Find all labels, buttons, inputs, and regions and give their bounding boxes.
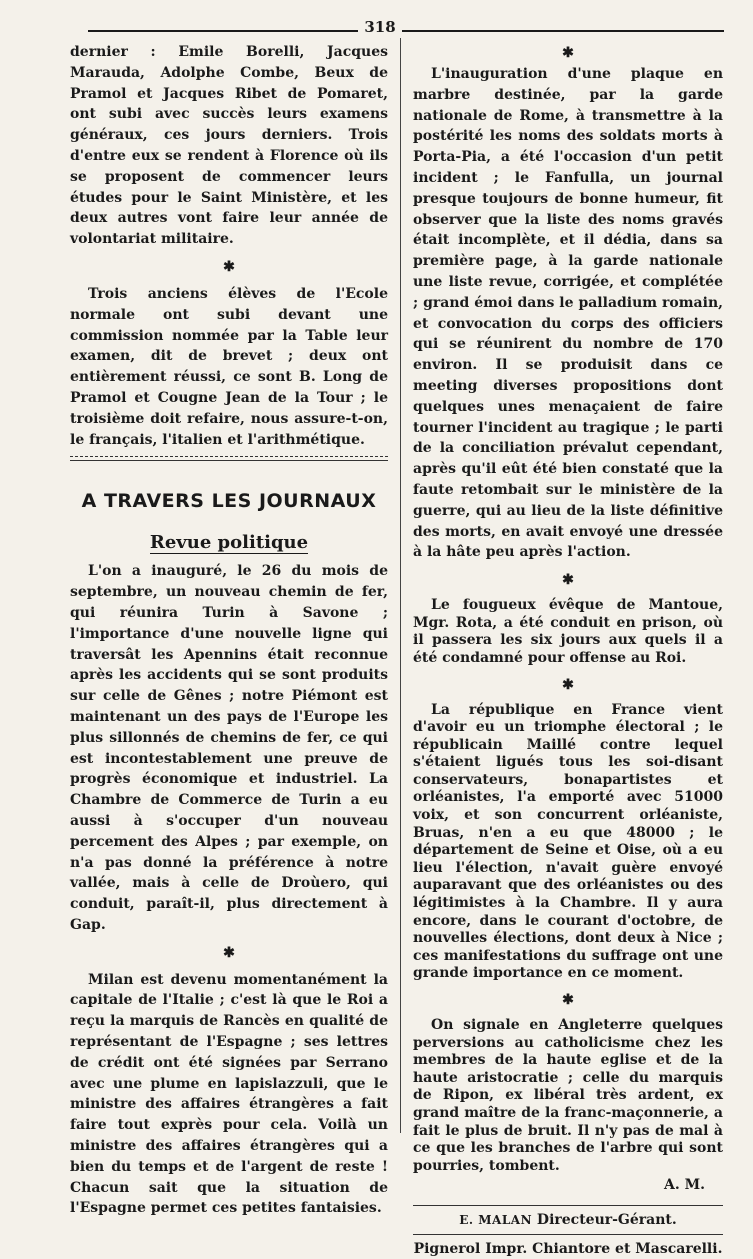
footer-rule — [413, 1205, 723, 1206]
printer-line: Pignerol Impr. Chiantore et Mascarelli. — [413, 1241, 723, 1258]
separator-asterisk: ✱ — [562, 676, 574, 693]
article-milan-spain: Milan est devenu momentanément la capitale de l'Italie ; c'est là que le Roi a reçu la marquis de Rancès en qualité de représentant de l'Espagne ; ses lettres de crédit ont été signées par Serrano avec une plume en lapislazzuli, que le ministre des affaires étrangères a fait faire tout exprès pour cela. Voilà un ministre des affaires étrangères qui a bien du temps et de l'argent de reste ! Chacun sait que la situation de l'Espagne permet ces petites fantaisies. — [70, 971, 388, 1217]
separator-asterisk: ✱ — [562, 572, 574, 589]
article-france-election: La république en France vient d'avoir eu un triomphe électoral ; le républicain Maillé contre lequel s'étaient ligués tous les soi-disant conservateurs, bonapartistes et orléanistes, l'a emporté avec 51000 voix, et son concurrent orléaniste, Bruas, n'en a eu que 48000 ; le département de Seine et Oise, où a eu lieu l'élection, n'avait guère envoyé auparavant que des orléanistes ou des légitimistes à la Chambre. Il y aura encore, dans le courant d'octobre, de nouvelles élections, dont deux à Nice ; ces manifestations du suffrage ont une grande importance en ce moment. — [413, 701, 723, 982]
article-porta-pia-plaque: L'inauguration d'une plaque en marbre destinée, par la garde nationale de Rome, à transmettre à la postérité les noms des soldats morts à Porta-Pia, a été l'occasion d'un petit incident ; le Fanfulla, un journal presque toujours de bonne humeur, fit observer que la liste des noms gravés était incomplète, et il dédia, dans sa première page, à la garde nationale une liste revue, corrigée, et complétée ; grand émoi dans le palladium romain, et convocation du corps des officiers qui se réunirent du nombre de 170 environ. Il se produisit dans ce meeting diverses propositions dont quelques unes menaçaient de faire tourner l'incident au tragique ; le parti de la conciliation prévalut cependant, après qu'il eût été bien constaté que la faute retombait sur le ministère de la guerre, qui au lieu de la liste définitive des morts, en avait envoyé une dressée à la hâte peu après l'action. — [413, 66, 723, 561]
header-rule-right — [402, 30, 724, 32]
section-heading: A TRAVERS LES JOURNAUX — [81, 490, 377, 513]
separator-asterisk: ✱ — [223, 258, 235, 275]
article-england-conversions: On signale en Angleterre quelques perversions au catholicisme chez les membres de la haute eglise et de la haute aristocratie ; celle du marquis de Ripon, ex libéral très ardent, ex grand maître de la franc-maçonnerie, a fait le plus de bruit. Il n'y pas de mal à ce que les branches de l'arbre qui sont pourries, tombent. — [413, 1017, 723, 1174]
director-name: E. MALAN — [459, 1213, 533, 1228]
page-number: 318 — [364, 18, 396, 36]
article-normal-school-exams: Trois anciens élèves de l'Ecole normale ont subi devant une commission nommée par la Table leur examen, dit de brevet ; deux ont entièrement réussi, ce sont B. Long de Pramol et Cougne Jean de la Tour ; le troisième doit refaire, nous assure-t-on, le français, l'italien et l'arithmétique. — [70, 285, 388, 448]
right-column — [413, 42, 723, 1259]
separator-asterisk: ✱ — [223, 944, 235, 961]
article-mantoue-bishop: Le fougueux évêque de Mantoue, Mgr. Rota, a été conduit en prison, où il passera les six jours aux quels il a été condamné pour offense au Roi. — [413, 597, 723, 666]
column-divider — [400, 38, 401, 1133]
separator-asterisk: ✱ — [562, 992, 574, 1008]
section-subheading: Revue politique — [149, 532, 309, 554]
header-rule-left — [88, 30, 358, 32]
article-continuation-students: dernier : Emile Borelli, Jacques Marauda, Adolphe Combe, Beux de Pramol et Jacques Ribet de Pomaret, ont subi avec succès leurs examens généraux, ces jours derniers. Trois d'entre eux se rendent à Florence où ils se proposent de commencer leurs études pour le Saint Ministère, et les deux autres vont faire leur année de volontariat militaire. — [70, 44, 388, 248]
article-railway-turin-savone: L'on a inauguré, le 26 du mois de septembre, un nouveau chemin de fer, qui réunira Turin à Savone ; l'importance d'une nouvelle ligne qui traversât les Apennins était reconnue après les accidents qui se sont produits sur celle de Gênes ; notre Piémont est maintenant un des pays de l'Europe les plus sillonnés de chemins de fer, ce qui est incontestablement une preuve de progrès économique et industriel. La Chambre de Commerce de Turin a eu aussi à s'occuper d'un nouveau percement des Alpes ; par exemple, on n'a pas donné la préférence à notre vallée, mais à celle de Droùero, qui conduit, paraît-il, plus directement à Gap. — [70, 563, 388, 933]
separator-asterisk: ✱ — [562, 45, 574, 61]
author-signature: A. M. — [664, 1177, 705, 1194]
director-role: Directeur-Gérant. — [536, 1212, 677, 1229]
footer-rule — [413, 1234, 723, 1235]
section-divider — [70, 456, 388, 461]
publisher-line — [413, 1210, 723, 1230]
left-column — [70, 42, 388, 1219]
